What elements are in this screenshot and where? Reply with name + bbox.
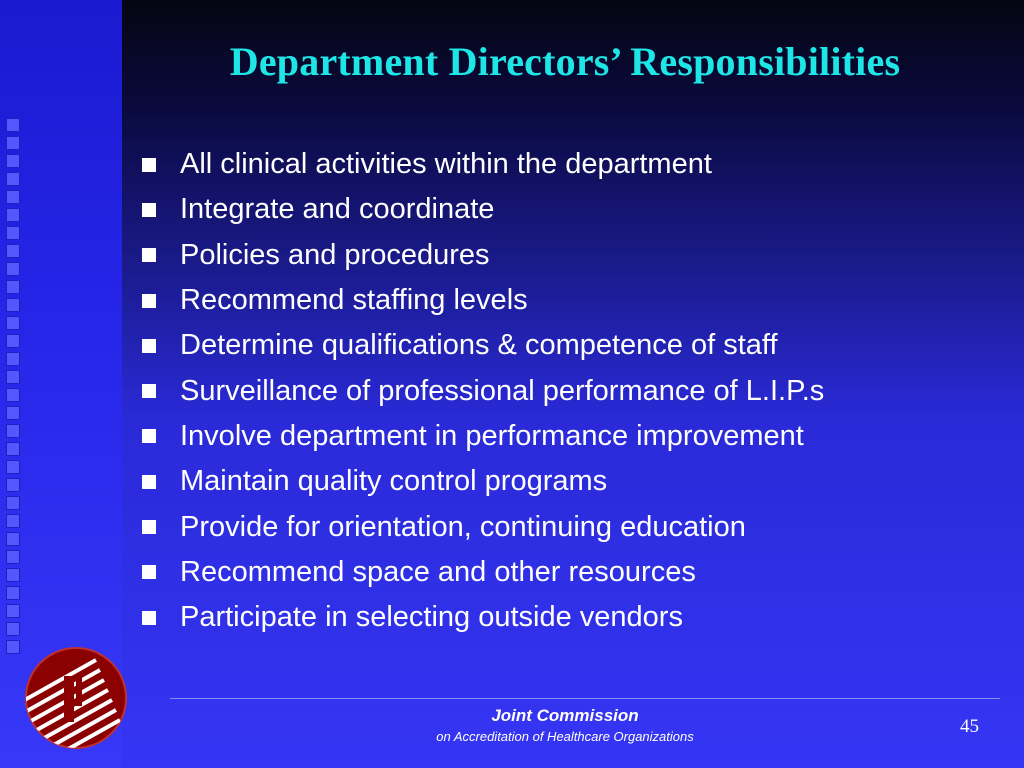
bullet-item: [142, 323, 824, 368]
bullet-item: [142, 595, 824, 640]
decorative-square: [6, 568, 20, 582]
decorative-square: [6, 136, 20, 150]
bullet-text: Maintain quality control programs: [180, 465, 608, 498]
decorative-square: [6, 316, 20, 330]
bullet-item: [142, 142, 824, 187]
bullet-item: [142, 459, 824, 504]
decorative-square: [6, 604, 20, 618]
bullet-item: [142, 233, 824, 278]
decorative-square: [6, 244, 20, 258]
joint-commission-logo-icon: [24, 646, 128, 750]
decorative-square: [6, 496, 20, 510]
decorative-square: [6, 550, 20, 564]
decorative-square: [6, 586, 20, 600]
bullet-text: Surveillance of professional performance of L.I.P.s: [180, 374, 825, 407]
decorative-square: [6, 298, 20, 312]
bullet-text: Recommend space and other resources: [180, 555, 696, 588]
decorative-square: [6, 442, 20, 456]
square-bullet-icon: [142, 203, 156, 217]
square-bullet-icon: [142, 339, 156, 353]
decorative-square: [6, 532, 20, 546]
bullet-text: Policies and procedures: [180, 238, 490, 271]
square-bullet-icon: [142, 248, 156, 262]
bullet-text: Integrate and coordinate: [180, 193, 495, 226]
decorative-square: [6, 352, 20, 366]
square-bullet-icon: [142, 384, 156, 398]
bullet-item: [142, 550, 824, 595]
page-number: 45: [960, 716, 979, 737]
bullet-item: [142, 504, 824, 549]
decorative-square: [6, 478, 20, 492]
slide-title: Department Directors’ Responsibilities: [229, 39, 901, 84]
org-name: Joint Commission: [491, 706, 639, 725]
square-bullet-icon: [142, 158, 156, 172]
decorative-square: [6, 514, 20, 528]
decorative-square: [6, 388, 20, 402]
bullet-text: Determine qualifications & competence of staff: [180, 329, 778, 362]
bullet-text: Recommend staffing levels: [180, 284, 528, 317]
square-bullet-icon: [142, 429, 156, 443]
org-subtitle: on Accreditation of Healthcare Organizations: [436, 729, 694, 744]
bullet-list: [142, 142, 824, 640]
decorative-square-column: [6, 118, 24, 658]
bullet-item: [142, 414, 824, 459]
decorative-square: [6, 172, 20, 186]
square-bullet-icon: [142, 611, 156, 625]
square-bullet-icon: [142, 294, 156, 308]
decorative-square: [6, 154, 20, 168]
decorative-square: [6, 190, 20, 204]
square-bullet-icon: [142, 475, 156, 489]
decorative-square: [6, 226, 20, 240]
bullet-text: Participate in selecting outside vendors: [180, 601, 683, 634]
square-bullet-icon: [142, 565, 156, 579]
decorative-square: [6, 460, 20, 474]
decorative-square: [6, 280, 20, 294]
decorative-square: [6, 334, 20, 348]
bullet-item: [142, 368, 824, 413]
bullet-text: All clinical activities within the department: [180, 148, 712, 181]
square-bullet-icon: [142, 520, 156, 534]
bullet-text: Provide for orientation, continuing education: [180, 510, 746, 543]
decorative-square: [6, 622, 20, 636]
decorative-square: [6, 370, 20, 384]
decorative-square: [6, 208, 20, 222]
decorative-square: [6, 118, 20, 132]
bullet-item: [142, 278, 824, 323]
decorative-square: [6, 262, 20, 276]
decorative-square: [6, 424, 20, 438]
decorative-square: [6, 640, 20, 654]
footer-divider: [170, 698, 1000, 699]
footer-organization: [400, 706, 730, 744]
decorative-square: [6, 406, 20, 420]
bullet-text: Involve department in performance improvement: [180, 419, 804, 452]
bullet-item: [142, 187, 824, 232]
